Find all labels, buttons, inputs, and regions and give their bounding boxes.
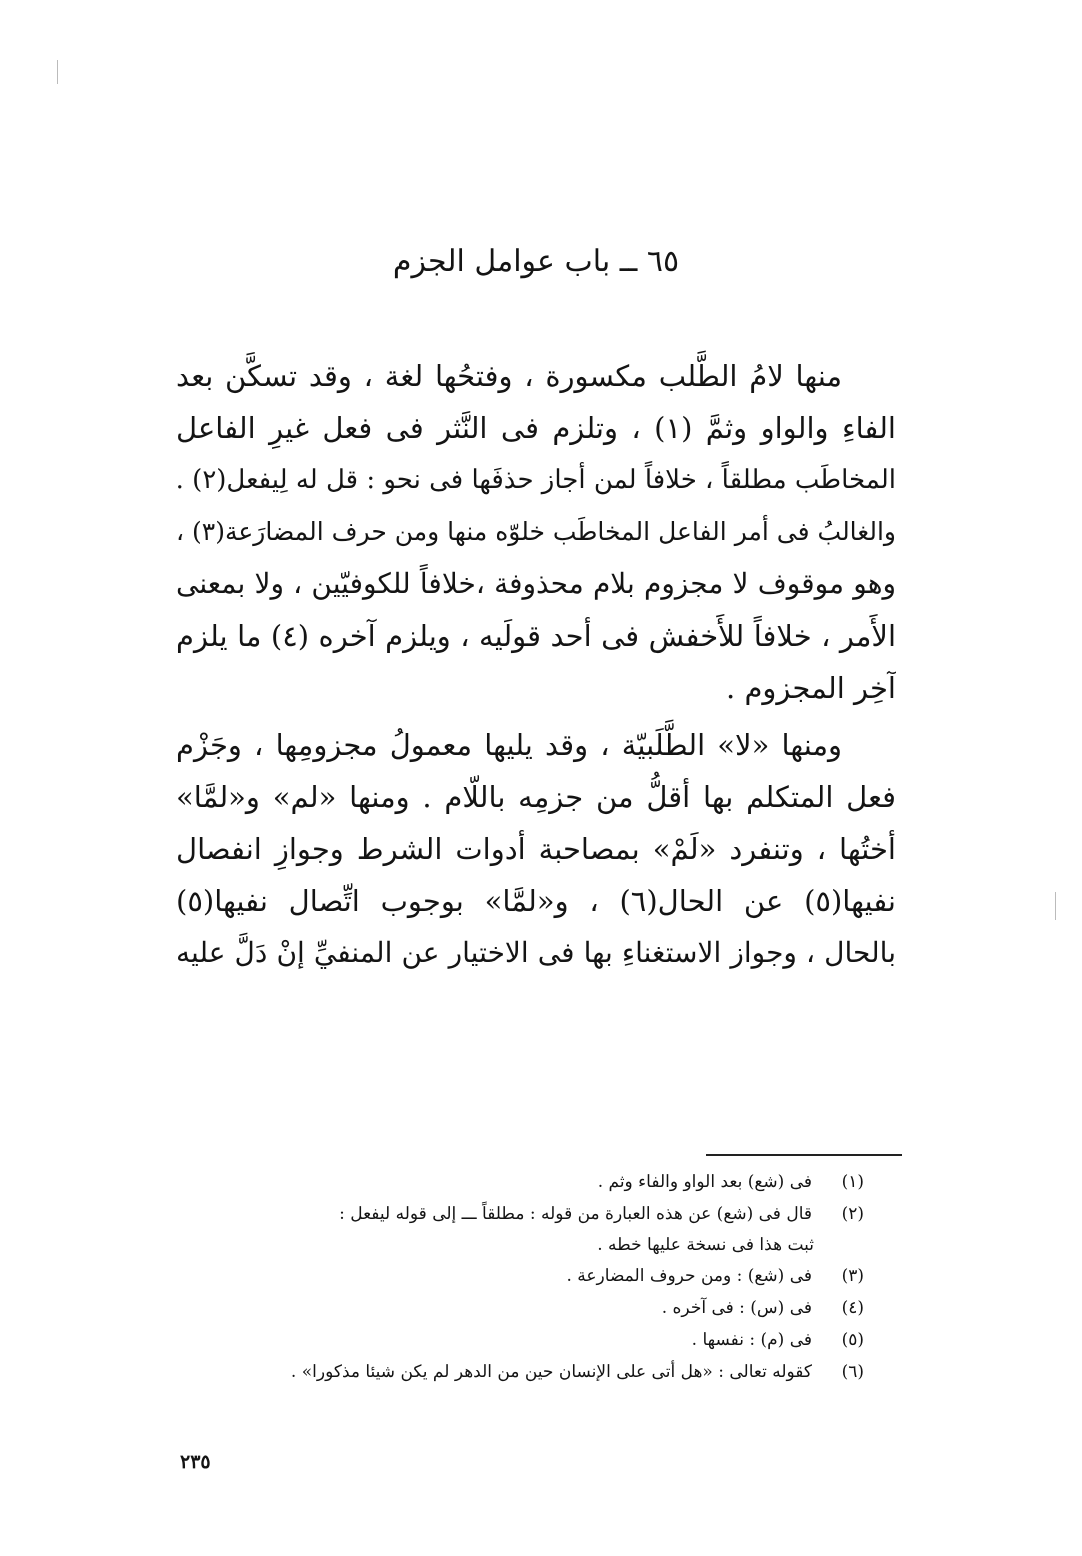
footnote-number: (٦) [841, 1362, 864, 1382]
footnote [200, 1324, 864, 1356]
body-line: منها لامُ الطَّلب مكسورة ، وفتحُها لغة ، وقد تسكَّن بعد [176, 359, 842, 393]
body-line: وهو موقوف لا مجزوم بلام محذوفة ،خلافاً للكوفيّين ، ولا بمعنى [176, 567, 896, 600]
footnote-text: فى (م) : نفسها . [691, 1330, 812, 1350]
footnote [200, 1166, 864, 1198]
body-line: والغالبُ فى أمر الفاعل المخاطَب خلوّه منها ومن حرف المضارَعة(٣) ، [176, 517, 896, 546]
footnote [200, 1198, 864, 1230]
footnote-text: قال فى (شع) عن هذه العبارة من قوله : مطلقاً ـــ إلى قوله ليفعل : [339, 1204, 812, 1224]
footnote-number: (٥) [841, 1330, 864, 1350]
footnote-number: (١) [841, 1172, 864, 1192]
margin-mark [57, 60, 58, 84]
footnote [200, 1260, 864, 1292]
footnote-text: فى (شع) : ومن حروف المضارعة . [566, 1266, 812, 1286]
footnote [200, 1230, 864, 1260]
page-number: ٢٣٥ [180, 1451, 211, 1473]
chapter-title: ٦٥ ــ باب عوامل الجزم [392, 244, 680, 279]
footnote-number: (٢) [841, 1204, 864, 1224]
body-text [176, 350, 896, 979]
body-line: الأَمر ، خلافاً للأَخفش فى أحد قولَيه ، ويلزم آخره (٤) ما يلزم [176, 619, 896, 653]
footnote-text: كقوله تعالى : «هل أتى على الإنسان حين من الدهر لم يكن شيئا مذكورا» . [290, 1362, 812, 1382]
body-line: نفيها(٥) عن الحال(٦) ، و«لمَّا» بوجوب اتِّصال نفيها(٥) [176, 884, 896, 918]
footnote-number: (٤) [841, 1298, 864, 1318]
body-line: بالحال ، وجواز الاستغناءِ بها فى الاختيار عن المنفيِّ إنْ دَلَّ عليه [176, 936, 896, 969]
body-line: ومنها «لا» الطَّلَبيّة ، وقد يليها معمولُ مجزومِها ، وجَزْم [176, 728, 842, 762]
body-line: أختُها ، وتنفرد «لَمْ» بمصاحبة أدوات الشرط وجوازِ انفصال [176, 832, 896, 866]
body-line: آخِر المجزوم . [726, 671, 896, 705]
footnote [200, 1292, 864, 1324]
body-line: فعل المتكلم بها أقلُّ من جزمِه باللّام . ومنها «لم» و«لمَّا» [176, 780, 896, 814]
footnote-text: فى (شع) بعد الواو والفاء وثم . [597, 1172, 812, 1192]
footnote-divider [706, 1154, 902, 1156]
body-line: المخاطَب مطلقاً ، خلافاً لمن أجاز حذفَها فى نحو : قل له لِيفعل(٢) . [176, 465, 896, 495]
footnotes [200, 1166, 864, 1388]
footnote [200, 1356, 864, 1388]
footnote-number: (٣) [841, 1266, 864, 1286]
margin-mark [1055, 892, 1056, 920]
body-line: الفاءِ والواو وثمَّ (١) ، وتلزم فى النَّثر فى فعل غيرِ الفاعل [176, 411, 896, 445]
footnote-text: فى (س) : فى آخره . [661, 1298, 812, 1318]
footnote-text: ثبت هذا فى نسخة عليها خطه . [597, 1235, 814, 1255]
